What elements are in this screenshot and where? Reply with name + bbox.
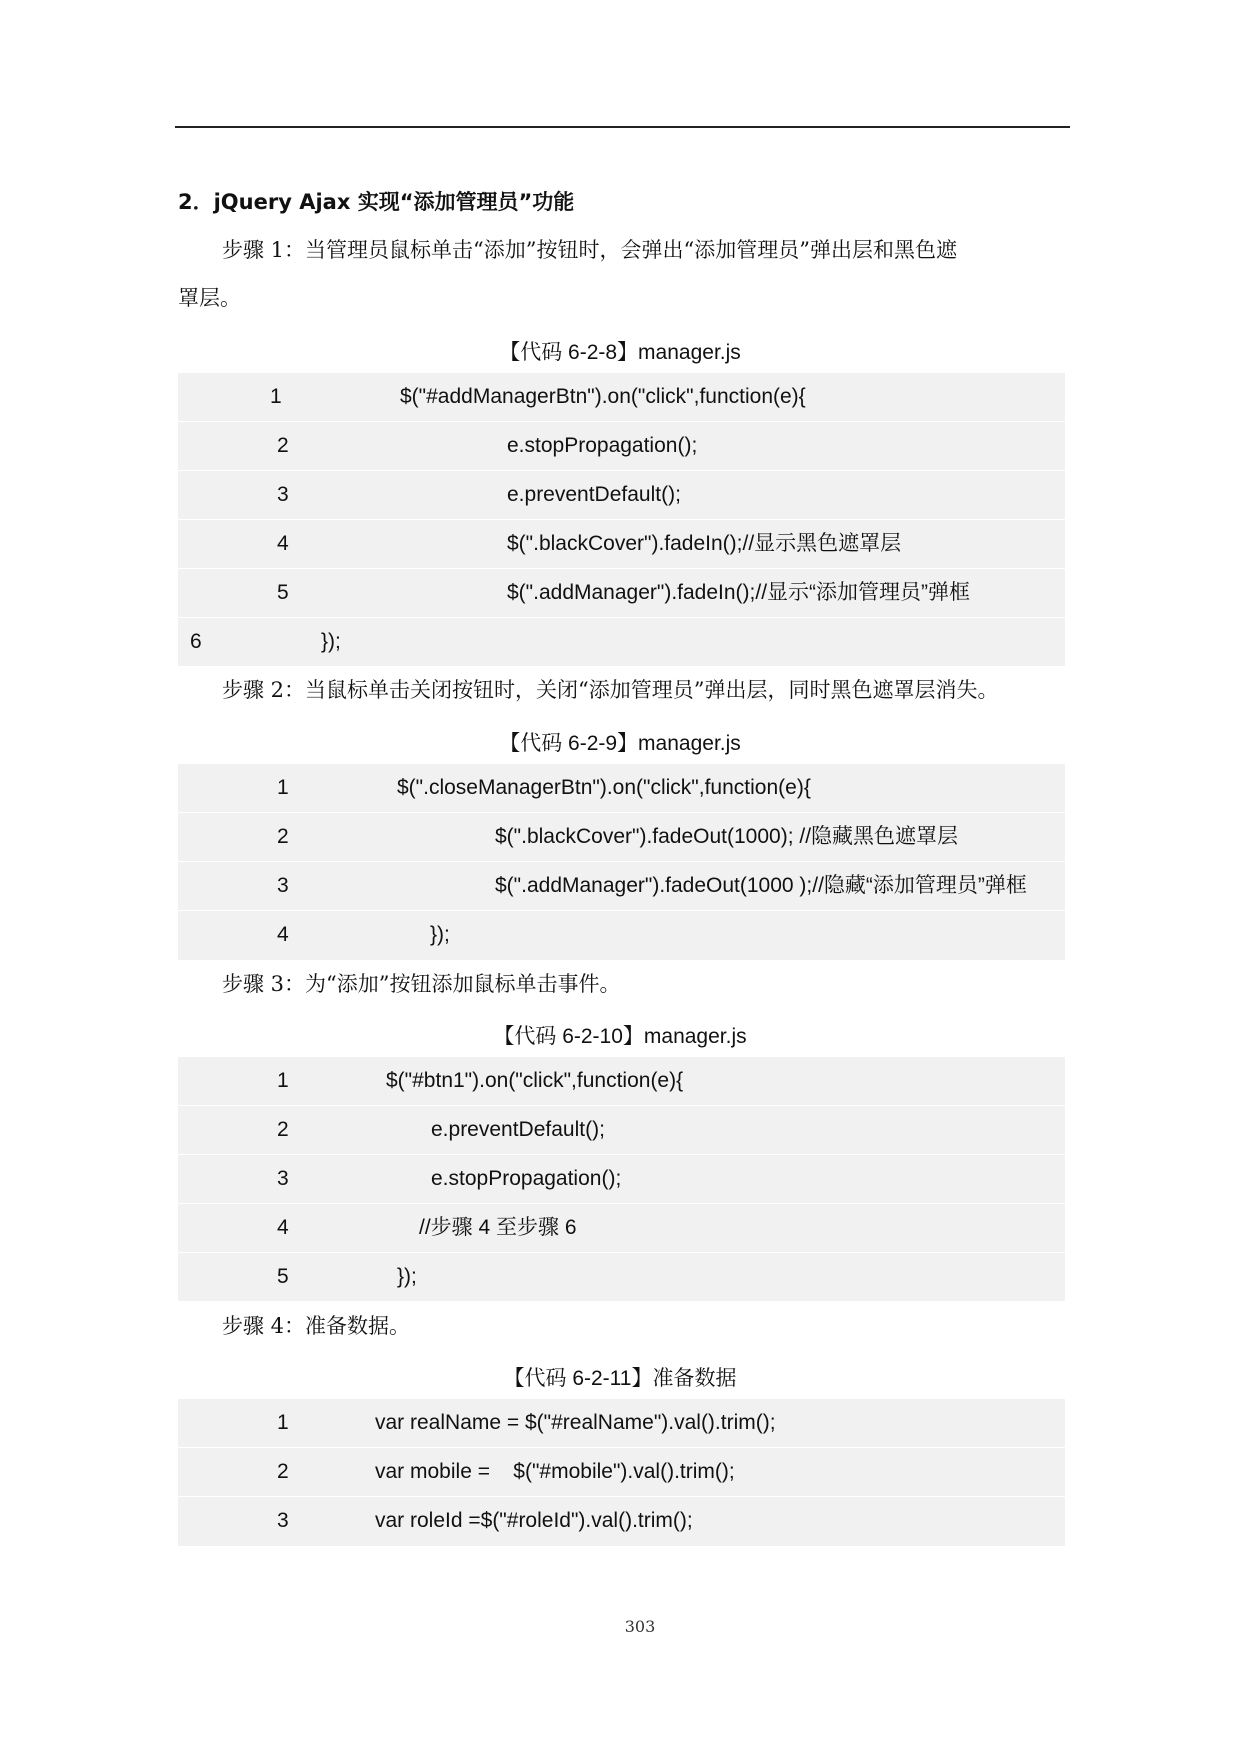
code-text: $(".addManager").fadeOut(1000 );//隐藏“添加管理员”弹框 xyxy=(495,874,1027,897)
code-line xyxy=(178,764,1065,812)
code-line xyxy=(178,1496,1065,1545)
header-rule xyxy=(175,126,1070,128)
step-4-paragraph: 步骤 4：准备数据。 xyxy=(222,1314,411,1338)
code-line xyxy=(178,1447,1065,1496)
step-1-line-2: 罩层。 xyxy=(178,286,241,310)
code-line xyxy=(178,1105,1065,1154)
step-1-paragraph xyxy=(178,226,1068,322)
line-number: 4 xyxy=(277,1216,289,1239)
code-line xyxy=(178,861,1065,910)
code-line xyxy=(178,421,1065,470)
step-2-paragraph: 步骤 2：当鼠标单击关闭按钮时，关闭“添加管理员”弹出层，同时黑色遮罩层消失。 xyxy=(222,678,999,702)
line-number: 1 xyxy=(270,385,282,408)
code-caption-6-2-11: 【代码 6-2-11】准备数据 xyxy=(503,1367,737,1390)
code-text: $("#btn1").on("click",function(e){ xyxy=(386,1069,684,1092)
line-number: 5 xyxy=(277,1265,289,1288)
step-1-line-1: 步骤 1：当管理员鼠标单击“添加”按钮时，会弹出“添加管理员”弹出层和黑色遮 xyxy=(222,238,957,262)
code-block-6-2-10 xyxy=(178,1057,1065,1301)
code-text: var realName = $("#realName").val().trim(); xyxy=(375,1411,776,1434)
line-number: 2 xyxy=(277,434,289,457)
code-line xyxy=(178,470,1065,519)
code-text: }); xyxy=(321,630,341,653)
code-text: $(".addManager").fadeIn();//显示“添加管理员”弹框 xyxy=(507,581,971,604)
code-line xyxy=(178,373,1065,421)
line-number: 3 xyxy=(277,1167,289,1190)
line-number: 6 xyxy=(190,630,202,653)
code-text: //步骤 4 至步骤 6 xyxy=(419,1216,577,1239)
page-number: 303 xyxy=(624,1617,656,1636)
code-text: }); xyxy=(397,1265,417,1288)
code-text: $(".blackCover").fadeIn();//显示黑色遮罩层 xyxy=(507,532,902,555)
code-line xyxy=(178,568,1065,617)
line-number: 2 xyxy=(277,825,289,848)
code-text: var mobile = $("#mobile").val().trim(); xyxy=(375,1460,735,1483)
code-text: e.stopPropagation(); xyxy=(431,1167,622,1190)
code-line xyxy=(178,1252,1065,1301)
line-number: 2 xyxy=(277,1118,289,1141)
line-number: 3 xyxy=(277,1509,289,1532)
code-text: }); xyxy=(430,923,450,946)
code-text: $(".closeManagerBtn").on("click",function(e){ xyxy=(397,776,811,799)
code-block-6-2-11 xyxy=(178,1399,1065,1546)
code-line xyxy=(178,910,1065,959)
code-caption-6-2-8: 【代码 6-2-8】manager.js xyxy=(499,341,741,364)
line-number: 1 xyxy=(277,1069,289,1092)
code-line xyxy=(178,812,1065,861)
line-number: 1 xyxy=(277,1411,289,1434)
line-number: 4 xyxy=(277,923,289,946)
line-number: 3 xyxy=(277,483,289,506)
code-line xyxy=(178,617,1065,666)
section-heading: 2．jQuery Ajax 实现“添加管理员”功能 xyxy=(178,190,575,214)
line-number: 2 xyxy=(277,1460,289,1483)
code-text: var roleId =$("#roleId").val().trim(); xyxy=(375,1509,693,1532)
code-block-6-2-9 xyxy=(178,764,1065,960)
code-text: $("#addManagerBtn").on("click",function(e){ xyxy=(400,385,806,408)
code-text: $(".blackCover").fadeOut(1000); //隐藏黑色遮罩层 xyxy=(495,825,959,848)
code-line xyxy=(178,1057,1065,1105)
line-number: 1 xyxy=(277,776,289,799)
code-line xyxy=(178,1154,1065,1203)
code-text: e.preventDefault(); xyxy=(431,1118,605,1141)
code-text: e.stopPropagation(); xyxy=(507,434,698,457)
line-number: 4 xyxy=(277,532,289,555)
code-line xyxy=(178,1399,1065,1447)
code-caption-6-2-10: 【代码 6-2-10】manager.js xyxy=(493,1025,747,1048)
line-number: 5 xyxy=(277,581,289,604)
line-number: 3 xyxy=(277,874,289,897)
step-3-paragraph: 步骤 3：为“添加”按钮添加鼠标单击事件。 xyxy=(222,972,621,996)
code-text: e.preventDefault(); xyxy=(507,483,681,506)
code-line xyxy=(178,1203,1065,1252)
code-caption-6-2-9: 【代码 6-2-9】manager.js xyxy=(499,732,741,755)
code-line xyxy=(178,519,1065,568)
code-block-6-2-8 xyxy=(178,373,1065,666)
